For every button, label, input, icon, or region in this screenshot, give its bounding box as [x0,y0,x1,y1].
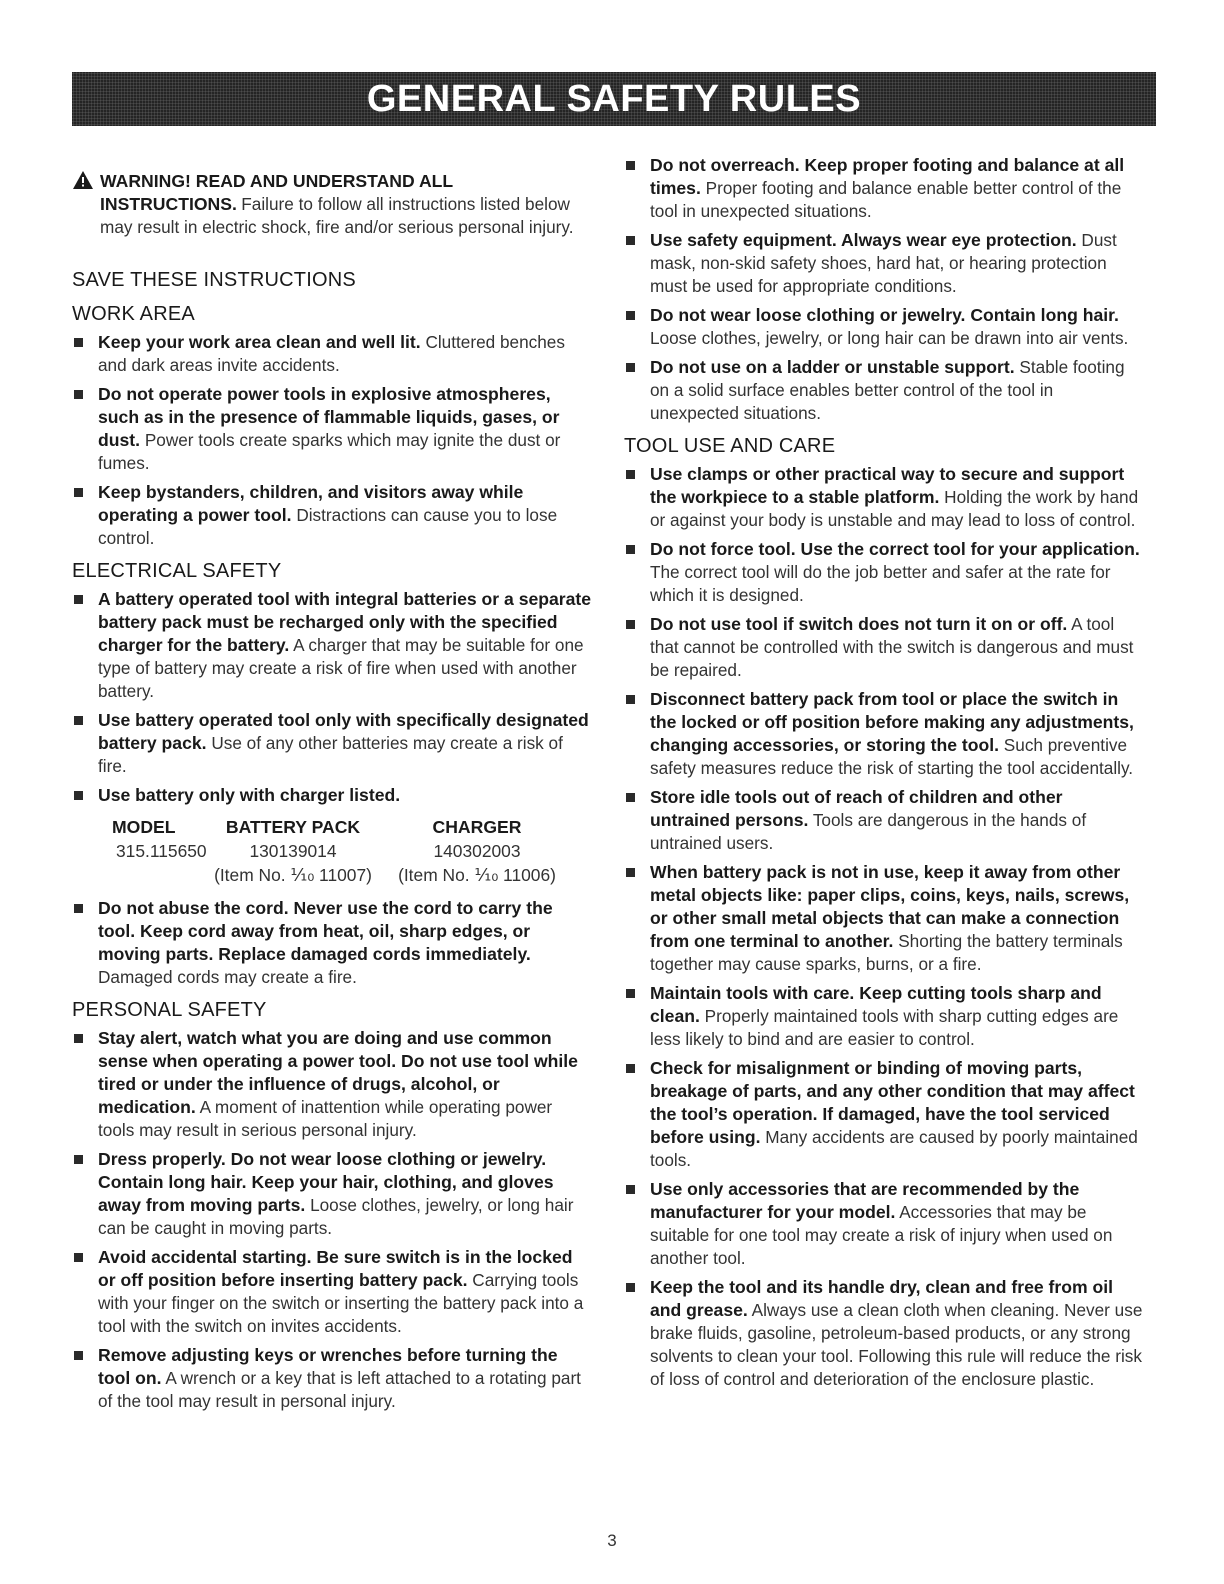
rule-lead: Keep the tool and its handle dry, clean and free from oil and grease. [650,1277,1114,1320]
battery-item-number: (Item No. ⅒ 11007) [214,865,372,885]
battery-pack-value: 130139014 [249,841,337,861]
rule-lead: Remove adjusting keys or wrenches before turning the tool on. [98,1345,558,1388]
charger-value: 140302003 [433,841,521,861]
bullet-icon [626,470,635,479]
list-item [72,784,592,807]
rule-lead: Do not overreach. Keep proper footing and balance at all times. [650,155,1125,198]
rule-text: A tool that cannot be controlled with the switch is dangerous and must be repaired. [650,614,1134,680]
right-column [624,150,1144,1397]
bullet-icon [626,1064,635,1073]
rule-lead: Check for misalignment or binding of moving parts, breakage of parts, and any other condition that may affect the tool’s operation. If damaged, have the tool serviced before using. [650,1058,1135,1147]
rule-text: A moment of inattention while operating power tools may result in serious personal injury. [98,1097,553,1140]
rule-text: Use of any other batteries may create a risk of fire. [98,733,563,776]
bullet-icon [74,338,83,347]
bullet-icon [626,989,635,998]
warning-text: Failure to follow all instructions listed below may result in electric shock, fire and/or serious personal injury. [100,194,574,237]
list-item [624,229,1144,298]
list-item [72,709,592,778]
list-item [624,356,1144,425]
list-item [624,304,1144,350]
battery-pack-header: BATTERY PACK [225,817,361,837]
list-item [72,481,592,550]
rule-text: Loose clothes, jewelry, or long hair can be caught in moving parts. [98,1195,574,1238]
bullet-icon [626,793,635,802]
rule-lead: A battery operated tool with integral batteries or a separate battery pack must be recharged only with the specified charger for the battery. [98,589,592,655]
electrical-safety-heading: ELECTRICAL SAFETY [72,560,282,582]
rule-text: Dust mask, non-skid safety shoes, hard hat, or hearing protection must be used for appropriate conditions. [650,230,1117,296]
list-item [624,1178,1144,1270]
list-item [624,861,1144,976]
personal-safety-list [72,1027,592,1413]
bullet-icon [74,1253,83,1262]
rule-lead: Do not use tool if switch does not turn it on or off. [650,614,1068,634]
rule-lead: Do not use on a ladder or unstable support. [650,357,1015,377]
rule-text: Shorting the battery terminals together may cause sparks, burns, or a fire. [650,931,1123,974]
rule-lead: Use battery only with charger listed. [98,785,401,805]
charger-header: CHARGER [432,817,522,837]
rule-lead: Store idle tools out of reach of children and other untrained persons. [650,787,1063,830]
rule-text: Many accidents are caused by poorly maintained tools. [650,1127,1138,1170]
rule-text: Carrying tools with your finger on the switch or inserting the battery pack into a tool with the switch on invites accidents. [98,1270,584,1336]
table-row [72,863,592,887]
save-instructions-heading: SAVE THESE INSTRUCTIONS [72,269,356,291]
list-item [624,786,1144,855]
list-item [624,154,1144,223]
bullet-icon [626,1283,635,1292]
tool-use-heading: TOOL USE AND CARE [624,435,836,457]
rule-text: Cluttered benches and dark areas invite accidents. [98,332,565,375]
bullet-icon [74,1155,83,1164]
electrical-safety-list [72,588,592,807]
warning-lead: WARNING! READ AND UNDERSTAND ALL INSTRUCTIONS. [100,171,453,214]
bullet-icon [74,595,83,604]
rule-text: Always use a clean cloth when cleaning. Never use brake fluids, gasoline, petroleum-based products, or any strong solvents to clean your tool. Following this rule will reduce the risk of loss of control and deterioration of the enclosure plastic. [650,1300,1143,1389]
rule-text: Holding the work by hand or against your body is unstable and may lead to loss of control. [650,487,1139,530]
list-item [624,613,1144,682]
bullet-icon [74,791,83,800]
rule-lead: Stay alert, watch what you are doing and use common sense when operating a power tool. Do not use tool while tired or under the influence of drugs, alcohol, or medication. [98,1028,578,1117]
rule-text: Proper footing and balance enable better control of the tool in unexpected situations. [650,178,1122,221]
model-header: MODEL [112,817,176,837]
page-number: 3 [607,1531,617,1550]
model-value: 315.115650 [116,841,207,861]
rule-lead: Avoid accidental starting. Be sure switch is in the locked or off position before inserting battery pack. [98,1247,573,1290]
model-table [72,815,592,887]
warning-block [72,170,592,239]
personal-safety-list-cont [624,154,1144,425]
work-area-list [72,331,592,550]
list-item [624,688,1144,780]
bullet-icon [626,868,635,877]
list-item [72,1027,592,1142]
bullet-icon [626,311,635,320]
empty-cell [72,863,198,887]
rule-lead: Keep bystanders, children, and visitors away while operating a power tool. [98,482,524,525]
list-item [624,463,1144,532]
list-item [72,1344,592,1413]
electrical-safety-list-cont [72,897,592,989]
rule-lead: Use safety equipment. Always wear eye protection. [650,230,1077,250]
bullet-icon [74,716,83,725]
rule-text: Accessories that may be suitable for one tool may create a risk of injury when used on another tool. [650,1202,1113,1268]
table-header-row [72,815,592,839]
rule-lead: Dress properly. Do not wear loose clothing or jewelry. Contain long hair. Keep your hair, clothing, and gloves away from moving parts. [98,1149,554,1215]
rule-text: Power tools create sparks which may ignite the dust or fumes. [98,430,561,473]
rule-lead: Disconnect battery pack from tool or place the switch in the locked or off position before making any adjustments, changing accessories, or storing the tool. [650,689,1134,755]
rule-lead: When battery pack is not in use, keep it away from other metal objects like: paper clips, coins, keys, nails, screws, or other small metal objects that can make a connection from one terminal to another. [650,862,1130,951]
list-item [72,383,592,475]
list-item [72,1148,592,1240]
list-item [624,538,1144,607]
list-item [72,331,592,377]
rule-text: Distractions can cause you to lose control. [98,505,558,548]
bullet-icon [626,236,635,245]
page-title: GENERAL SAFETY RULES [366,77,862,120]
bullet-icon [74,390,83,399]
rule-text: Loose clothes, jewelry, or long hair can be drawn into air vents. [650,328,1129,348]
bullet-icon [626,363,635,372]
bullet-icon [626,695,635,704]
list-item [72,897,592,989]
rule-lead: Maintain tools with care. Keep cutting tools sharp and clean. [650,983,1102,1026]
bullet-icon [626,161,635,170]
rule-lead: Do not abuse the cord. Never use the cord to carry the tool. Keep cord away from heat, oil, sharp edges, or moving parts. Replace damaged cords immediately. [98,898,553,964]
rule-text: Tools are dangerous in the hands of untrained users. [650,810,1087,853]
rule-text: A wrench or a key that is left attached to a rotating part of the tool may result in personal injury. [98,1368,581,1411]
list-item [624,1276,1144,1391]
rule-lead: Do not wear loose clothing or jewelry. Contain long hair. [650,305,1119,325]
rule-lead: Do not force tool. Use the correct tool for your application. [650,539,1140,559]
table-row [72,839,592,863]
personal-safety-heading: PERSONAL SAFETY [72,999,267,1021]
rule-text: Properly maintained tools with sharp cutting edges are less likely to bind and are easier to control. [650,1006,1119,1049]
rule-lead: Keep your work area clean and well lit. [98,332,421,352]
bullet-icon [626,1185,635,1194]
rule-lead: Use clamps or other practical way to secure and support the workpiece to a stable platform. [650,464,1125,507]
rule-lead: Use only accessories that are recommended by the manufacturer for your model. [650,1179,1080,1222]
bullet-icon [74,1351,83,1360]
bullet-icon [626,545,635,554]
list-item [624,1057,1144,1172]
rule-text: The correct tool will do the job better and safer at the rate for which it is designed. [650,562,1111,605]
work-area-heading: WORK AREA [72,303,195,325]
rule-lead: Do not operate power tools in explosive atmospheres, such as in the presence of flammable liquids, gases, or dust. [98,384,560,450]
charger-item-number: (Item No. ⅒ 11006) [398,865,556,885]
rule-lead: Use battery operated tool only with specifically designated battery pack. [98,710,589,753]
bullet-icon [74,1034,83,1043]
list-item [624,982,1144,1051]
rule-text: A charger that may be suitable for one type of battery may create a risk of fire when used with another battery. [98,635,584,701]
list-item [72,588,592,703]
bullet-icon [626,620,635,629]
title-banner [72,72,1156,126]
rule-text: Stable footing on a solid surface enables better control of the tool in unexpected situations. [650,357,1125,423]
tool-use-list [624,463,1144,1391]
list-item [72,1246,592,1338]
bullet-icon [74,488,83,497]
rule-text: Damaged cords may create a fire. [98,967,357,987]
rule-text: Such preventive safety measures reduce the risk of starting the tool accidentally. [650,735,1134,778]
left-column [72,150,592,1419]
bullet-icon [74,904,83,913]
warning-triangle-icon [72,170,94,190]
